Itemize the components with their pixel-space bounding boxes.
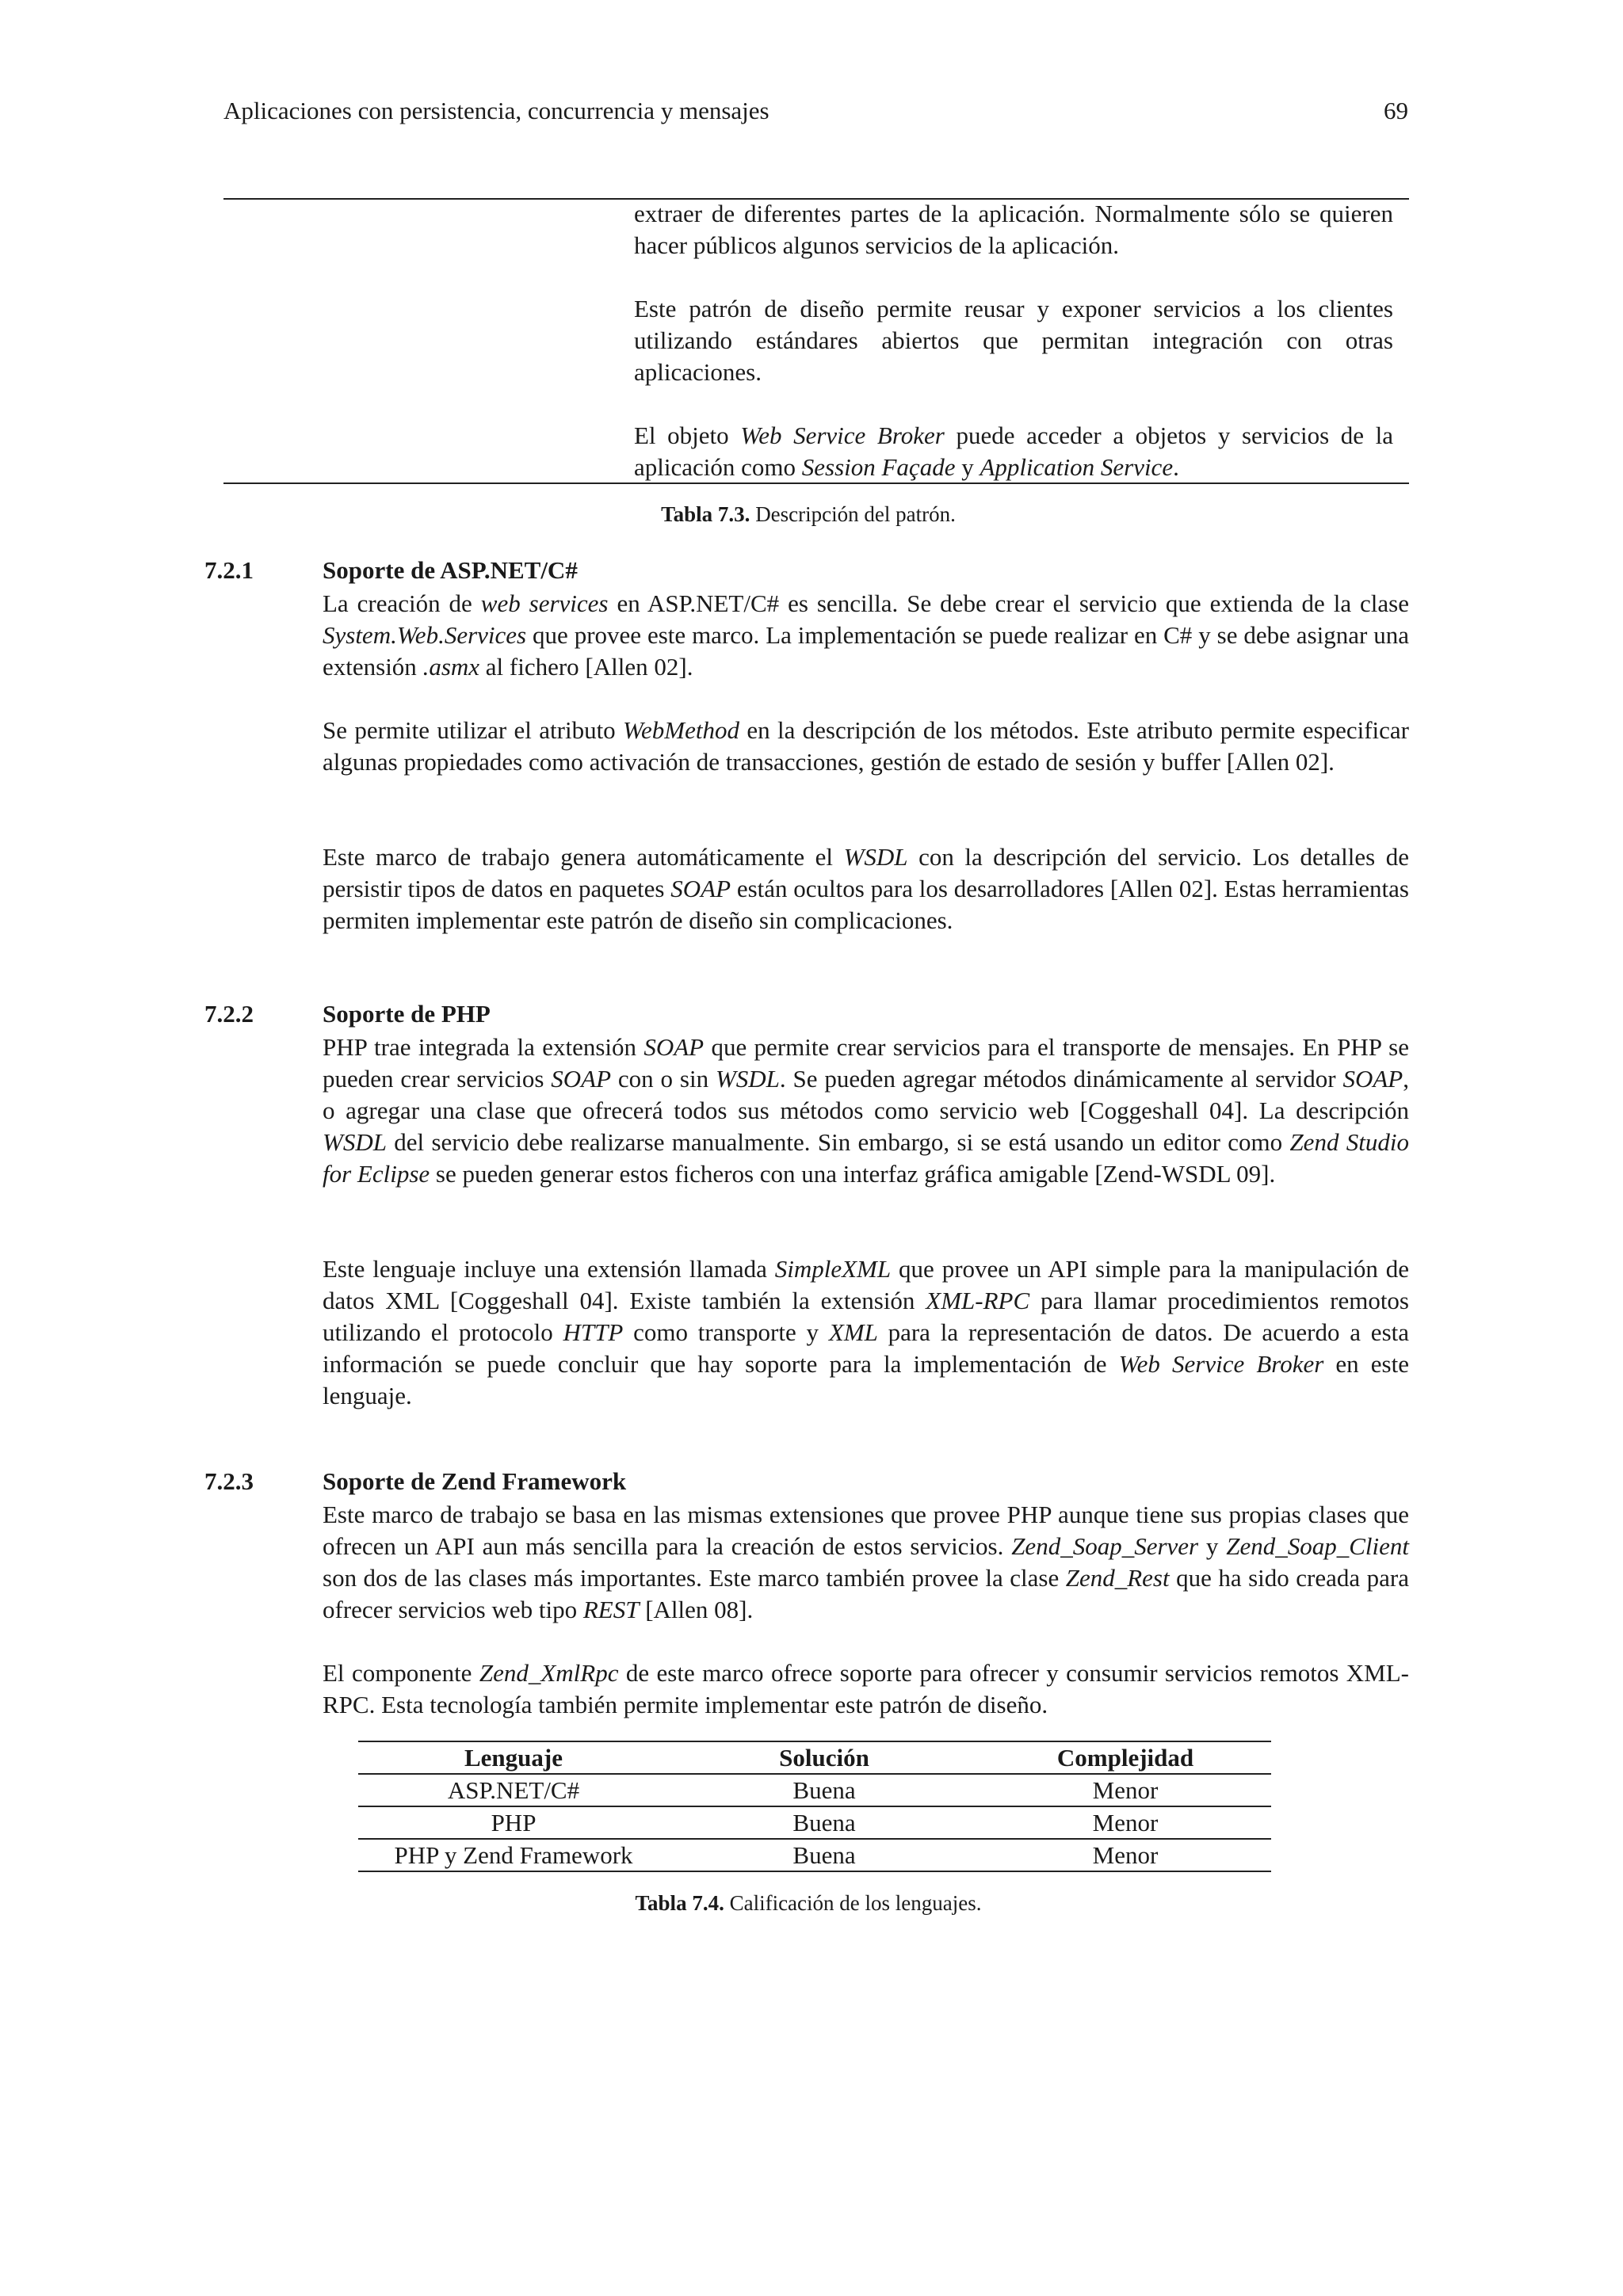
table-cell: Menor	[980, 1774, 1271, 1806]
table-cell: PHP y Zend Framework	[358, 1839, 669, 1871]
section-number-7-2-1: 7.2.1	[204, 556, 254, 584]
section-7-2-1-paragraph-1: La creación de web services en ASP.NET/C# es sencilla. Se debe crear el servicio que extienda de la clase System.Web.Services que provee este marco. La implementación se puede realizar en C# y se debe asignar una extensión .asmx al fichero [Allen 02].	[323, 589, 1410, 681]
table-cell: Buena	[669, 1774, 980, 1806]
page-number: 69	[1384, 97, 1408, 124]
table-7-3-paragraph-3: El objeto Web Service Broker puede acceder a objetos y servicios de la aplicación como Session Façade y Application Service.	[634, 421, 1393, 481]
column-header-complejidad: Complejidad	[980, 1741, 1271, 1774]
table-row	[358, 1806, 1271, 1839]
table-7-3-paragraph-2: Este patrón de diseño permite reusar y exponer servicios a los clientes utilizando estándares abiertos que permitan integración con otras aplicaciones.	[634, 295, 1393, 386]
table-7-4	[358, 1741, 1271, 1872]
table-cell: ASP.NET/C#	[358, 1774, 669, 1806]
table-7-3-paragraph-1: extraer de diferentes partes de la aplicación. Normalmente sólo se quieren hacer públicos algunos servicios de la aplicación.	[634, 200, 1393, 259]
table-7-3-caption: Tabla 7.3. Descripción del patrón.	[661, 502, 956, 526]
section-title-7-2-3: Soporte de Zend Framework	[323, 1467, 627, 1495]
column-header-solucion: Solución	[669, 1741, 980, 1774]
table-cell: PHP	[358, 1806, 669, 1839]
table-cell: Buena	[669, 1839, 980, 1871]
section-7-2-3-paragraph-2: El componente Zend_XmlRpc de este marco ofrece soporte para ofrecer y consumir servicios remotos XML-RPC. Esta tecnología también permite implementar este patrón de diseño.	[323, 1659, 1409, 1718]
column-header-lenguaje: Lenguaje	[358, 1741, 669, 1774]
running-header-title: Aplicaciones con persistencia, concurrencia y mensajes	[223, 97, 769, 124]
table-7-4-caption: Tabla 7.4. Calificación de los lenguajes.	[635, 1891, 982, 1915]
section-title-7-2-1: Soporte de ASP.NET/C#	[323, 556, 578, 584]
section-number-7-2-2: 7.2.2	[204, 1000, 254, 1028]
table-header-row	[358, 1741, 1271, 1774]
section-7-2-3-paragraph-1: Este marco de trabajo se basa en las mismas extensiones que provee PHP aunque tiene sus propias clases que ofrecen un API aun más sencilla para la creación de estos servicios. Zend_Soap_Server y Zend_Soap_Client son dos de las clases más importantes. Este marco también provee la clase Zend_Rest que ha sido creada para ofrecer servicios web tipo REST [Allen 08].	[323, 1501, 1409, 1623]
section-7-2-2-paragraph-1: PHP trae integrada la extensión SOAP que permite crear servicios para el transporte de mensajes. En PHP se pueden crear servicios SOAP con o sin WSDL. Se pueden agregar métodos dinámicamente al servidor SOAP, o agregar una clase que ofrecerá todos sus métodos como servicio web [Coggeshall 04]. La descripción WSDL del servicio debe realizarse manualmente. Sin embargo, si se está usando un editor como Zend Studio for Eclipse se pueden generar estos ficheros con una interfaz gráfica amigable [Zend-WSDL 09].	[323, 1033, 1409, 1188]
table-cell: Buena	[669, 1806, 980, 1839]
section-7-2-1-paragraph-2: Se permite utilizar el atributo WebMethod en la descripción de los métodos. Este atributo permite especificar algunas propiedades como activación de transacciones, gestión de estado de sesión y buffer [Allen 02].	[323, 716, 1409, 776]
table-row	[358, 1774, 1271, 1806]
section-7-2-1-paragraph-3: Este marco de trabajo genera automáticamente el WSDL con la descripción del servicio. Los detalles de persistir tipos de datos en paquetes SOAP están ocultos para los desarrolladores [Allen 02]. Estas herramientas permiten implementar este patrón de diseño sin complicaciones.	[323, 843, 1409, 934]
table-cell: Menor	[980, 1806, 1271, 1839]
section-7-2-2-paragraph-2: Este lenguaje incluye una extensión llamada SimpleXML que provee un API simple para la manipulación de datos XML [Coggeshall 04]. Existe también la extensión XML-RPC para llamar procedimientos remotos utilizando el protocolo HTTP como transporte y XML para la representación de datos. De acuerdo a esta información se puede concluir que hay soporte para la implementación de Web Service Broker en este lenguaje.	[323, 1255, 1409, 1409]
section-title-7-2-2: Soporte de PHP	[323, 1000, 491, 1028]
section-number-7-2-3: 7.2.3	[204, 1467, 254, 1495]
table-cell: Menor	[980, 1839, 1271, 1871]
table-row	[358, 1839, 1271, 1871]
table-7-3-bottom-rule	[223, 482, 1409, 484]
